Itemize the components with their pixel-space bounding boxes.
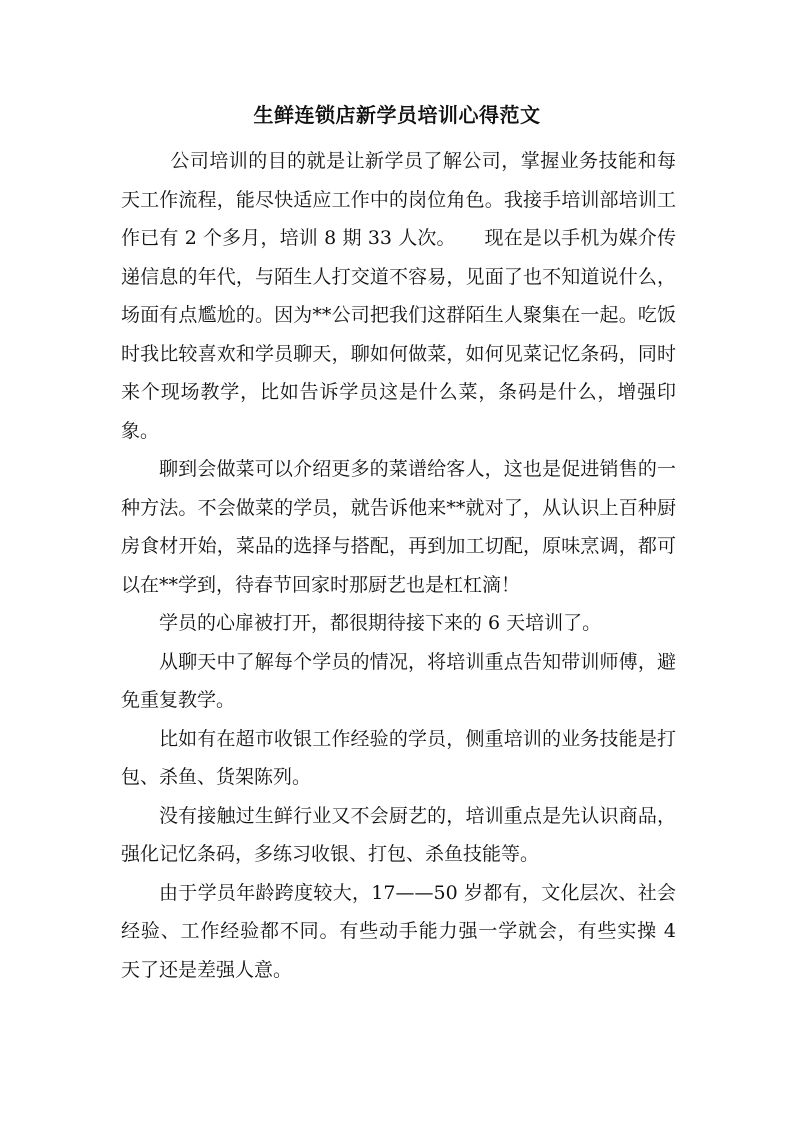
paragraph-7: 由于学员年龄跨度较大，17——50 岁都有，文化层次、社会经验、工作经验都不同。有些动手能力强一学就会，有些实操 4 天了还是差强人意。 <box>121 881 676 981</box>
paragraph-2: 聊到会做菜可以介绍更多的菜谱给客人，这也是促进销售的一种方法。不会做菜的学员，就告诉他来**就对了，从认识上百种厨房食材开始，菜品的选择与搭配，再到加工切配，原味烹调，都可以在**学到，待春节回家时那厨艺也是杠杠滴！ <box>121 458 676 596</box>
paragraph-1: 公司培训的目的就是让新学员了解公司，掌握业务技能和每天工作流程，能尽快适应工作中的岗位角色。我接手培训部培训工作已有 2 个多月，培训 8 期 33 人次。 现在是以手机为媒介传递信息的年代，与陌生人打交道不容易，见面了也不知道说什么，场面有点尷尬的。因为**公司把我们这群陌生人聚集在一起。吃饭时我比较喜欢和学员聊天，聊如何做菜，如何见菜记忆条码，同时来个现场教学，比如告诉学员这是什么菜，条码是什么，增强印象。 <box>121 150 676 442</box>
paragraph-6: 没有接触过生鲜行业又不会厨艺的，培训重点是先认识商品，强化记忆条码，多练习收银、打包、杀鱼技能等。 <box>121 804 676 865</box>
paragraph-4: 从聊天中了解每个学员的情况，将培训重点告知带训师傅，避免重复教学。 <box>121 650 676 711</box>
document-body <box>121 142 676 989</box>
document-title: 生鲜连锁店新学员培训心得范文 <box>253 103 541 127</box>
paragraph-5: 比如有在超市收银工作经验的学员，侧重培训的业务技能是打包、杀鱼、货架陈列。 <box>121 727 676 788</box>
paragraph-3: 学员的心扉被打开，都很期待接下来的 6 天培训了。 <box>159 612 602 634</box>
